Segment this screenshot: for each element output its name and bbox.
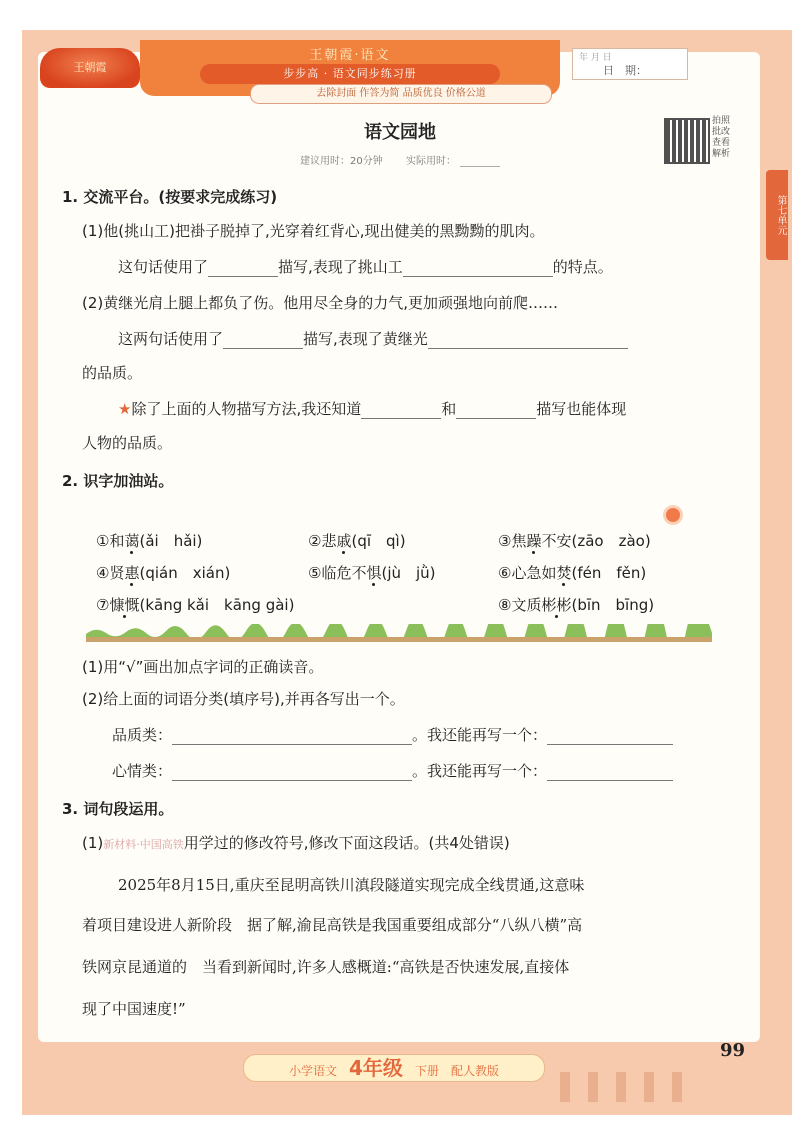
word-text: 和 bbox=[109, 532, 125, 550]
cat1-label: 品质类： bbox=[112, 726, 173, 744]
word-text: 焦 bbox=[511, 532, 527, 550]
word-text: 临危不 bbox=[321, 564, 367, 582]
word-text: 悲 bbox=[321, 532, 337, 550]
q2-heading: 2. 识字加油站。 bbox=[62, 472, 174, 490]
q2-cat1 bbox=[112, 724, 673, 745]
q3-heading: 3. 词句段运用。 bbox=[62, 800, 174, 818]
q1-extra-b: 和 bbox=[441, 400, 457, 418]
word-pinyin[interactable]: (ǎi hǎi) bbox=[139, 532, 203, 550]
word-item bbox=[498, 530, 651, 551]
cat2-blank[interactable] bbox=[172, 765, 412, 781]
word-item bbox=[96, 562, 230, 583]
unit-side-tab: 第七单元 bbox=[766, 170, 788, 260]
q3-sub1-text: 用学过的修改符号,修改下面这段话。(共4处错误) bbox=[183, 834, 510, 852]
word-no: ⑤ bbox=[308, 564, 322, 582]
section-title: 语文园地 bbox=[364, 122, 436, 143]
q1-fill-1 bbox=[118, 256, 613, 277]
cat1-more: 。我还能再写一个： bbox=[412, 726, 548, 744]
cat2-more-blank[interactable] bbox=[547, 765, 673, 781]
q1-extra-c: 描写也能体现 bbox=[536, 400, 627, 418]
qr-caption-line: 批改 bbox=[712, 127, 731, 137]
word-pinyin[interactable]: (fén fěn) bbox=[571, 564, 647, 582]
actual-time-blank[interactable] bbox=[460, 156, 500, 167]
footer-badge bbox=[243, 1054, 545, 1082]
q3-sub1-no: (1) bbox=[82, 834, 104, 852]
q1-fill-1-a: 这句话使用了 bbox=[118, 258, 209, 276]
q3-para-line: 现了中国速度!” bbox=[82, 1000, 186, 1018]
qr-caption bbox=[712, 116, 748, 160]
word-pinyin[interactable]: (kāng kǎi kāng gài) bbox=[139, 596, 295, 614]
word-item bbox=[96, 530, 202, 551]
q1-blank-3[interactable] bbox=[223, 333, 303, 349]
brand-logo: 王朝霞 bbox=[40, 48, 140, 88]
header-slogan: 去除封面 作答为简 品质优良 价格公道 bbox=[250, 84, 552, 104]
q1-sentence-1: (1)他(挑山工)把褂子脱掉了,光穿着红背心,现出健美的黑黝黝的肌肉。 bbox=[82, 222, 545, 240]
footer-term: 下册 bbox=[414, 1064, 439, 1078]
q3-para-line: 着项目建设进人新阶段 据了解,渝昆高铁是我国重要组成部分“八纵八横”高 bbox=[82, 916, 583, 934]
q1-fill-2-a: 这两句话使用了 bbox=[118, 330, 224, 348]
date-value: 日 期： bbox=[603, 64, 647, 77]
footer-stripes bbox=[560, 1072, 740, 1102]
word-dotted: 躁 bbox=[526, 532, 542, 550]
word-no: ③ bbox=[498, 532, 512, 550]
word-text: 不安 bbox=[541, 532, 572, 550]
word-dotted: 惠 bbox=[124, 564, 140, 582]
word-text: 心急如 bbox=[511, 564, 557, 582]
word-text: 贤 bbox=[109, 564, 125, 582]
word-no: ⑦ bbox=[96, 596, 110, 614]
word-item bbox=[498, 594, 654, 615]
word-no: ④ bbox=[96, 564, 110, 582]
actual-time: 实际用时： bbox=[405, 156, 456, 167]
word-item bbox=[498, 562, 646, 583]
q3-para-line: 2025年8月15日,重庆至昆明高铁川滇段隧道实现完成全线贯通,这意味 bbox=[118, 876, 585, 894]
q2-sub2: (2)给上面的词语分类(填序号),并再各写出一个。 bbox=[82, 690, 405, 708]
cat2-label: 心情类： bbox=[112, 762, 173, 780]
word-dotted: 焚 bbox=[556, 564, 572, 582]
q1-blank-6[interactable] bbox=[456, 403, 536, 419]
q3-para-line: 铁网京昆通道的 当看到新闻时,许多人感概道:“高铁是否快速发展,直接体 bbox=[82, 958, 570, 976]
q3-sub1 bbox=[82, 832, 510, 853]
q2-cat2 bbox=[112, 760, 673, 781]
q1-blank-5[interactable] bbox=[361, 403, 441, 419]
word-pinyin[interactable]: (jù jǜ) bbox=[381, 564, 436, 582]
qr-caption-line: 查看 bbox=[712, 138, 731, 148]
qr-caption-line: 拍照 bbox=[712, 116, 731, 126]
word-item bbox=[308, 562, 436, 583]
q1-blank-1[interactable] bbox=[208, 261, 278, 277]
word-pinyin[interactable]: (qián xián) bbox=[139, 564, 231, 582]
word-dotted: 慷慨 bbox=[109, 596, 140, 614]
footer-edition: 配人教版 bbox=[450, 1064, 499, 1078]
q3-material-tag: 新材料·中国高铁 bbox=[103, 838, 184, 851]
series-title: 王朝霞·语文 bbox=[309, 48, 391, 63]
word-dotted: 彬彬 bbox=[541, 596, 572, 614]
footer-grade: 4年级 bbox=[349, 1056, 403, 1080]
star-icon: ★ bbox=[118, 400, 132, 418]
q1-fill-1-b: 描写,表现了挑山工 bbox=[278, 258, 403, 276]
q1-heading: 1. 交流平台。(按要求完成练习) bbox=[62, 188, 278, 206]
q1-fill-2 bbox=[118, 328, 628, 349]
word-no: ⑥ bbox=[498, 564, 512, 582]
word-dotted: 蔼 bbox=[124, 532, 140, 550]
suggested-time: 建议用时：20分钟 bbox=[300, 156, 383, 167]
q1-extra-a: 除了上面的人物描写方法,我还知道 bbox=[131, 400, 362, 418]
word-text: 文质 bbox=[511, 596, 542, 614]
sun-icon bbox=[666, 508, 680, 522]
word-dotted: 惧 bbox=[366, 564, 382, 582]
word-no: ② bbox=[308, 532, 322, 550]
word-pinyin[interactable]: (zāo zào) bbox=[571, 532, 651, 550]
cat1-blank[interactable] bbox=[172, 729, 412, 745]
q1-fill-1-c: 的特点。 bbox=[552, 258, 613, 276]
footer-subject: 小学语文 bbox=[288, 1064, 337, 1078]
page-number: 99 bbox=[720, 1040, 746, 1061]
cat2-more: 。我还能再写一个： bbox=[412, 762, 548, 780]
q1-extra bbox=[118, 398, 626, 419]
q1-blank-4[interactable] bbox=[428, 333, 628, 349]
q1-sentence-2: (2)黄继光肩上腿上都负了伤。他用尽全身的力气,更加顽强地向前爬…… bbox=[82, 294, 559, 312]
q1-extra-d: 人物的品质。 bbox=[82, 434, 173, 452]
q2-sub1: (1)用“√”画出加点字词的正确读音。 bbox=[82, 658, 324, 676]
grass-divider bbox=[86, 624, 712, 642]
cat1-more-blank[interactable] bbox=[547, 729, 673, 745]
qr-caption-line: 解析 bbox=[712, 149, 731, 159]
word-no: ① bbox=[96, 532, 110, 550]
q1-fill-2-c: 的品质。 bbox=[82, 364, 143, 382]
date-label: 年 月 日 bbox=[579, 53, 612, 63]
word-dotted: 戚 bbox=[336, 532, 352, 550]
date-box bbox=[572, 48, 688, 80]
series-subtitle: 步步高 · 语文同步练习册 bbox=[200, 64, 500, 84]
word-pinyin[interactable]: (bīn bīng) bbox=[571, 596, 655, 614]
q1-fill-2-b: 描写,表现了黄继光 bbox=[303, 330, 428, 348]
word-item bbox=[308, 530, 406, 551]
q1-blank-2[interactable] bbox=[403, 261, 553, 277]
qr-code-icon[interactable] bbox=[664, 118, 710, 164]
word-pinyin[interactable]: (qī qì) bbox=[351, 532, 406, 550]
word-item bbox=[96, 594, 294, 615]
word-no: ⑧ bbox=[498, 596, 512, 614]
